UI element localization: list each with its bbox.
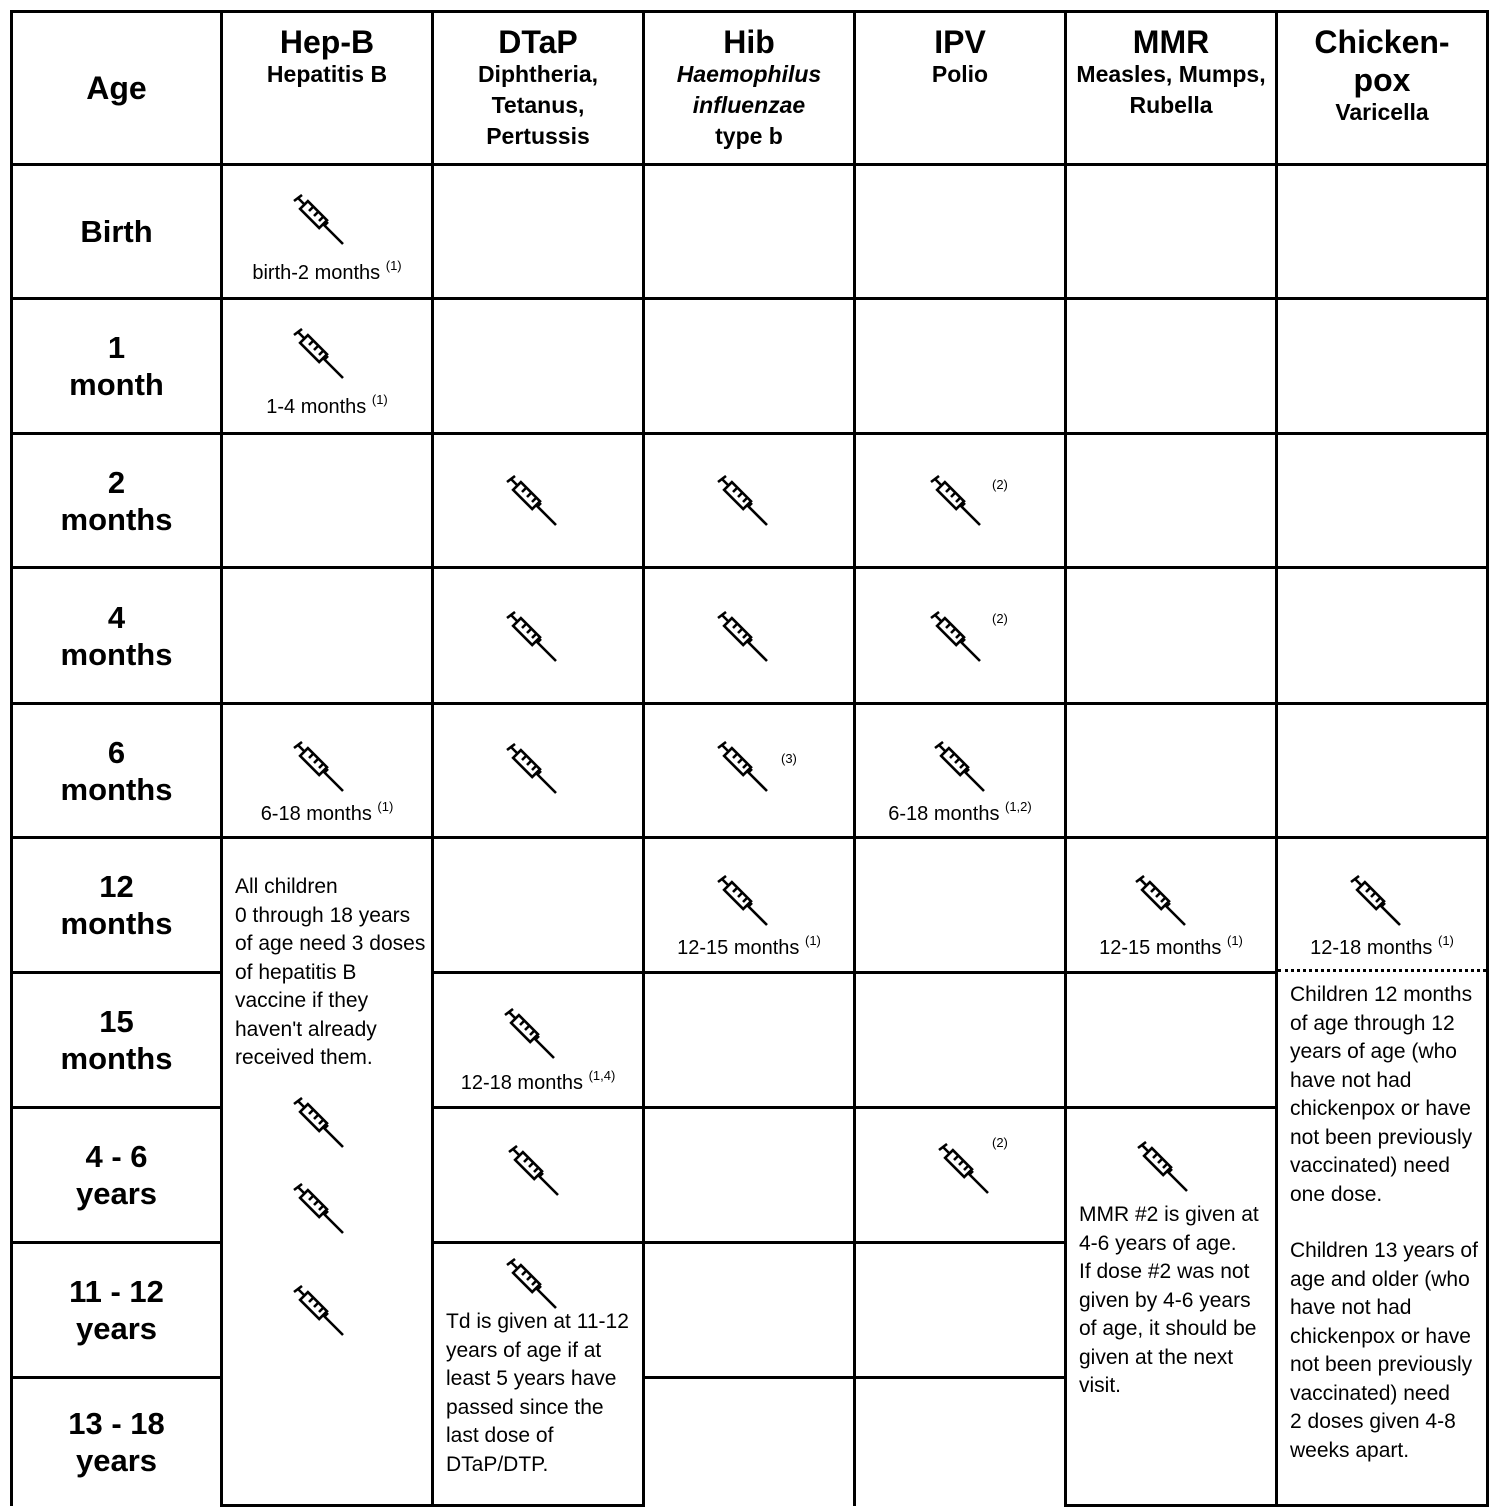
age-label: 15 months: [12, 973, 222, 1108]
vaccine-description: type b: [715, 123, 783, 149]
age-label: 6 months: [12, 704, 222, 838]
hib-cell: [644, 165, 855, 299]
syringe-icon: [293, 328, 345, 380]
syringe-icon: [506, 743, 558, 795]
dtap-cell: [433, 1108, 644, 1243]
dtap-cell: [433, 704, 644, 838]
dose-timing-caption: 1-4 months $^{(1)}$: [266, 392, 388, 418]
hib-cell: [644, 434, 855, 568]
mmr-cell: [1066, 704, 1277, 838]
age-label: 4 months: [12, 568, 222, 704]
ipv-cell: [855, 434, 1066, 568]
varicella-note-children-13y-up: Children 13 years of age and older (who have not had chickenpox or have not been previously vaccinated) need 2 doses given 4-8 weeks apart.: [1290, 1239, 1478, 1462]
varicella-cell: [1277, 434, 1488, 568]
mmr-cell: [1066, 299, 1277, 434]
dtap-cell: [433, 568, 644, 704]
syringe-icon: [930, 611, 982, 663]
hib-cell: [644, 838, 855, 973]
header-row: [12, 12, 1488, 165]
varicella-cell: [1277, 165, 1488, 299]
dose-timing-caption: birth-2 months $^{(1)}$: [252, 258, 402, 284]
vaccine-description: Pertussis: [486, 123, 590, 149]
schedule-row: [12, 165, 1488, 299]
vaccine-name: Hib: [723, 24, 775, 60]
dtap-cell: [433, 973, 644, 1108]
vaccine-description: Polio: [931, 61, 989, 87]
syringe-icon: [938, 1143, 990, 1195]
dose-timing-caption: 12-15 months $^{(1)}$: [677, 933, 821, 959]
footnote-marker: (3): [781, 751, 797, 766]
syringe-icon: [504, 1008, 556, 1060]
hib-cell: [644, 704, 855, 838]
hepb-column-header: [222, 12, 433, 165]
syringe-icon: [506, 1258, 558, 1310]
mmr-second-dose-note: MMR #2 is given at 4-6 years of age. If dose #2 was not given by 4-6 years of age, it should be given at the next visit.: [1079, 1203, 1259, 1397]
hepb-catchup-note: All children 0 through 18 years of age need 3 doses of hepatitis B vaccine if they haven't already received them.: [235, 875, 426, 1069]
vaccine-description: Varicella: [1335, 99, 1429, 125]
vaccine-name: Chicken-: [1314, 24, 1450, 60]
ipv-cell: [855, 1108, 1066, 1243]
hepb-cell: [222, 299, 433, 434]
mmr-cell: [1066, 434, 1277, 568]
dose-timing-caption: 12-18 months $^{(1)}$: [1310, 933, 1454, 959]
hib-column-header: [644, 12, 855, 165]
vaccine-description: Diphtheria,: [477, 61, 599, 87]
dtap-cell: [433, 299, 644, 434]
age-label: 13 - 18 years: [12, 1378, 222, 1506]
syringe-icon: [930, 475, 982, 527]
hib-cell: [644, 299, 855, 434]
varicella-cell: [1277, 838, 1488, 1506]
syringe-icon: [293, 1285, 345, 1337]
ipv-cell: [855, 704, 1066, 838]
immunization-schedule-table: [10, 10, 1489, 1507]
dose-timing-caption: 6-18 months $^{(1)}$: [260, 799, 394, 825]
vaccine-description: Haemophilus: [676, 61, 822, 87]
ipv-cell: [855, 568, 1066, 704]
varicella-column-header: [1277, 12, 1488, 165]
mmr-cell: [1066, 973, 1277, 1108]
age-label: 2 months: [12, 434, 222, 568]
schedule-row: [12, 434, 1488, 568]
syringe-icon: [1137, 1141, 1189, 1193]
mmr-cell: [1066, 838, 1277, 973]
dose-timing-caption: 12-18 months $^{(1,4)}$: [460, 1068, 616, 1094]
varicella-cell: [1277, 299, 1488, 434]
syringe-icon: [506, 475, 558, 527]
vaccine-description: influenzae: [692, 92, 806, 118]
syringe-icon: [717, 611, 769, 663]
schedule-row: [12, 838, 1488, 973]
schedule-row: [12, 704, 1488, 838]
syringe-icon: [293, 741, 345, 793]
age-label: Birth: [12, 165, 222, 299]
ipv-column-header: [855, 12, 1066, 165]
hepb-cell: [222, 434, 433, 568]
varicella-cell: [1277, 704, 1488, 838]
vaccine-description: Measles, Mumps,: [1076, 61, 1266, 87]
hepb-catchup-cell: [222, 838, 433, 1506]
age-label: 4 - 6 years: [12, 1108, 222, 1243]
dose-timing-caption: 6-18 months $^{(1,2)}$: [888, 799, 1032, 825]
dtap-cell: [433, 165, 644, 299]
schedule-row: [12, 568, 1488, 704]
age-column-header: Age: [12, 12, 222, 165]
syringe-icon: [934, 741, 986, 793]
footnote-marker: (2): [992, 477, 1008, 492]
syringe-icon: [293, 1183, 345, 1235]
syringe-icon: [293, 194, 345, 246]
age-label: 11 - 12 years: [12, 1243, 222, 1378]
ipv-cell: [855, 165, 1066, 299]
syringe-icon: [508, 1145, 560, 1197]
mmr-cell: [1066, 568, 1277, 704]
dose-timing-caption: 12-15 months $^{(1)}$: [1099, 933, 1243, 959]
ipv-cell: [855, 973, 1066, 1108]
hib-cell: [644, 568, 855, 704]
age-label: 1 month: [12, 299, 222, 434]
dtap-td-cell: [433, 1243, 644, 1506]
syringe-icon: [1350, 875, 1402, 927]
dtap-cell: [433, 434, 644, 568]
mmr-cell: [1066, 165, 1277, 299]
hib-cell: [644, 1108, 855, 1243]
schedule-row: [12, 299, 1488, 434]
syringe-icon: [1135, 875, 1187, 927]
vaccine-description: Rubella: [1129, 92, 1213, 118]
vaccine-name: MMR: [1132, 24, 1210, 60]
vaccine-description: Hepatitis B: [266, 61, 388, 87]
syringe-icon: [293, 1097, 345, 1149]
hib-cell: [644, 1243, 855, 1378]
syringe-icon: [717, 741, 769, 793]
vaccine-name: IPV: [934, 24, 986, 60]
mmr-column-header: [1066, 12, 1277, 165]
syringe-icon: [506, 611, 558, 663]
varicella-cell: [1277, 568, 1488, 704]
varicella-note-children-12m-12y: Children 12 months of age through 12 years of age (who have not had chickenpox or have not been previously vaccinated) need one dose.: [1290, 983, 1473, 1206]
mmr-cell: [1066, 1108, 1277, 1506]
dtap-cell: [433, 838, 644, 973]
footnote-marker: (2): [992, 1135, 1008, 1150]
td-booster-note: Td is given at 11-12 years of age if at least 5 years have passed since the last dose of DTaP/DTP.: [446, 1310, 629, 1476]
dtap-column-header: [433, 12, 644, 165]
vaccine-description: Tetanus,: [491, 92, 585, 118]
vaccine-name: Hep-B: [279, 24, 375, 60]
ipv-cell: [855, 1378, 1066, 1506]
ipv-cell: [855, 838, 1066, 973]
dotted-divider: [1278, 969, 1486, 972]
footnote-marker: (2): [992, 611, 1008, 626]
syringe-icon: [717, 475, 769, 527]
hepb-cell: [222, 568, 433, 704]
vaccine-name: pox: [1353, 62, 1411, 98]
vaccine-name: DTaP: [498, 24, 578, 60]
hepb-cell: [222, 165, 433, 299]
hepb-cell: [222, 704, 433, 838]
age-label: 12 months: [12, 838, 222, 973]
syringe-icon: [717, 875, 769, 927]
ipv-cell: [855, 1243, 1066, 1378]
ipv-cell: [855, 299, 1066, 434]
hib-cell: [644, 1378, 855, 1506]
hib-cell: [644, 973, 855, 1108]
